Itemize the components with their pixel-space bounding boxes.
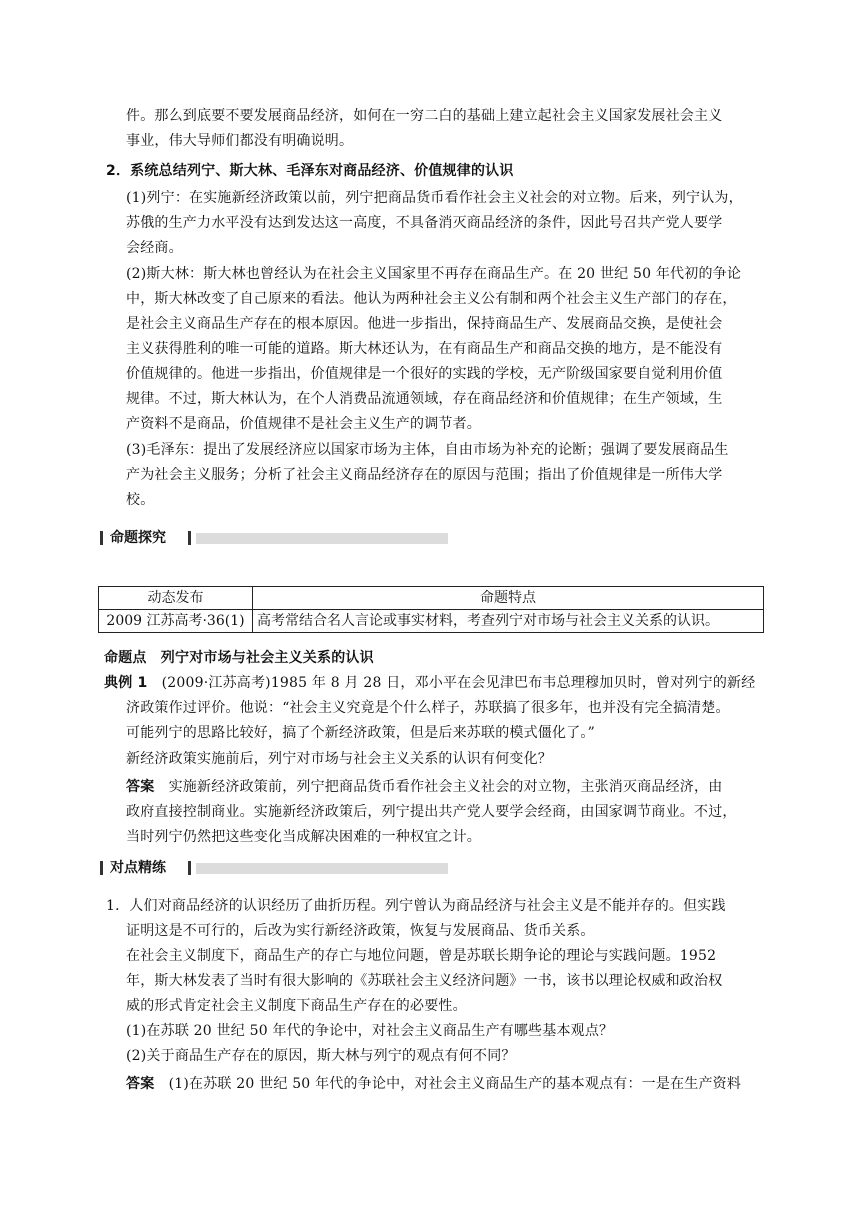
section-header-mingti [100,529,460,549]
exercise-line: (2)关于商品生产存在的原因，斯大林与列宁的观点有何不同？ [126,1048,516,1064]
stalin-line: 中，斯大林改变了自己原来的看法。他认为两种社会主义公有制和两个社会主义生产部门的存在， [126,291,737,307]
mao-line: 产为社会主义服务；分析了社会主义商品经济存在的原因与范围；指出了价值规律是一所伟大学 [126,467,723,483]
answer-label: 答案 [126,779,155,795]
example-text: (2009·江苏高考)1985 年 8 月 28 日，邓小平在会见津巴布韦总理穆加贝时，曾对列宁的新经 [147,675,756,691]
exercise-line: 在社会主义制度下，商品生产的存亡与地位问题，曾是苏联长期争论的理论与实践问题。1952 [126,948,717,964]
stalin-line: 规律。不过，斯大林认为，在个人消费品流通领域，存在商品经济和价值规律；在生产领域，生 [126,391,723,407]
example-line: 可能列宁的思路比较好，搞了个新经济政策，但是后来苏联的模式僵化了。” [126,725,595,741]
example-line: 新经济政策实施前后，列宁对市场与社会主义关系的认识有何变化？ [126,751,552,767]
section-grey-band [196,863,448,874]
proposal-table [98,586,764,633]
table-cell: 高考常结合名人言论或事实材料，考查列宁对市场与社会主义关系的认识。 [253,610,764,633]
table-header-cell: 动态发布 [99,587,253,610]
exercise-line: 年，斯大林发表了当时有很大影响的《苏联社会主义经济问题》一书，该书以理论权威和政治权 [126,973,723,989]
table-cell: 2009 江苏高考·36(1) [99,610,253,633]
paragraph-line: 件。那么到底要不要发展商品经济，如何在一穷二白的基础上建立起社会主义国家发展社会主义 [126,108,723,124]
answer-line [126,777,722,797]
lenin-line: (1)列宁：在实施新经济政策以前，列宁把商品货币看作社会主义社会的对立物。后来，列宁认为， [126,190,743,206]
stalin-line: 价值规律的。他进一步指出，价值规律是一个很好的实践的学校，无产阶级国家要自觉利用价值 [126,366,723,382]
exercise-line: 证明这是不可行的，后改为实行新经济政策，恢复与发展商品、货币关系。 [126,923,595,939]
exercise-line: 威的形式肯定社会主义制度下商品生产存在的必要性。 [126,998,467,1014]
table-header-row [99,587,764,610]
example-label: 典例 1 [104,675,148,691]
proposition-point-title: 命题点 列宁对市场与社会主义关系的认识 [104,650,374,666]
answer-line: 当时列宁仍然把这些变化当成解决困难的一种权宜之计。 [126,829,481,845]
section-header-duidian [100,859,460,879]
section-title: 对点精练 [110,860,166,876]
lenin-line: 苏俄的生产力水平没有达到发达这一高度，不具备消灭商品经济的条件，因此号召共产党人要学 [126,215,723,231]
table-row [99,610,764,633]
example-line [104,673,755,693]
example-line: 济政策作过评价。他说：“社会主义究竟是个什么样子，苏联搞了很多年，也并没有完全搞清楚。 [126,700,730,716]
section-grey-band [196,533,448,544]
answer-label: 答案 [126,1076,155,1092]
stalin-line: 主义获得胜利的唯一可能的道路。斯大林还认为，在有商品生产和商品交换的地方，是不能没有 [126,341,723,357]
section-title: 命题探究 [110,530,166,546]
exercise-line: 1．人们对商品经济的认识经历了曲折历程。列宁曾认为商品经济与社会主义是不能并存的。但实践 [106,898,726,914]
mao-line: (3)毛泽东：提出了发展经济应以国家市场为主体，自由市场为补充的论断；强调了要发展商品生 [126,442,729,458]
answer-text: 实施新经济政策前，列宁把商品货币看作社会主义社会的对立物，主张消灭商品经济，由 [154,779,723,795]
stalin-line: 是社会主义商品生产存在的根本原因。他进一步指出，保持商品生产、发展商品交换，是使社会 [126,316,723,332]
stalin-line: (2)斯大林：斯大林也曾经认为在社会主义国家里不再存在商品生产。在 20 世纪 50 年代初的争论 [126,266,742,282]
section-bar-icon [100,531,103,545]
exercise-line: (1)在苏联 20 世纪 50 年代的争论中，对社会主义商品生产有哪些基本观点？ [126,1023,614,1039]
stalin-line: 产资料不是商品，价值规律不是社会主义生产的调节者。 [126,416,481,432]
section-bar-icon [188,861,191,875]
answer-text: (1)在苏联 20 世纪 50 年代的争论中，对社会主义商品生产的基本观点有：一是在生产资料 [154,1076,742,1092]
section-bar-icon [188,531,191,545]
mao-line: 校。 [126,492,155,508]
exercise-answer-line [126,1074,741,1094]
lenin-line: 会经商。 [126,240,183,256]
answer-line: 政府直接控制商业。实施新经济政策后，列宁提出共产党人要学会经商，由国家调节商业。不过， [126,804,737,820]
paragraph-line: 事业，伟大导师们都没有明确说明。 [126,133,354,149]
item-2-title: 2．系统总结列宁、斯大林、毛泽东对商品经济、价值规律的认识 [106,163,514,179]
section-bar-icon [100,861,103,875]
table-header-cell: 命题特点 [253,587,764,610]
